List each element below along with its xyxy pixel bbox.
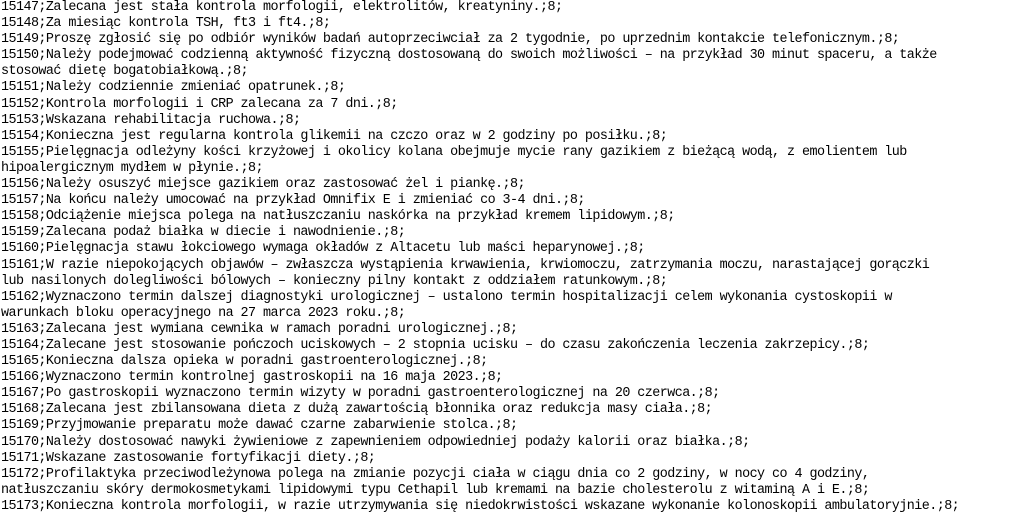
text-line: 15154;Konieczna jest regularna kontrola glikemii na czczo oraz w 2 godziny po posiłku.;8; bbox=[1, 128, 668, 144]
text-line: 15149;Proszę zgłosić się po odbiór wyników badań autoprzeciwciał za 2 tygodnie, po uprzednim kontakcie telefonicznym.;8; bbox=[1, 32, 900, 48]
text-line: 15152;Kontrola morfologii i CRP zalecana za 7 dni.;8; bbox=[1, 96, 398, 112]
text-line: 15164;Zalecane jest stosowanie pończoch uciskowych – 2 stopnia ucisku – do czasu zakończenia leczenia zakrzepicy.;8; bbox=[1, 337, 870, 353]
text-line: 15166;Wyznaczono termin kontrolnej gastroskopii na 16 maja 2023.;8; bbox=[1, 370, 503, 386]
text-line: 15158;Odciążenie miejsca polega na natłuszczaniu naskórka na przykład kremem lipidowym.;8; bbox=[1, 209, 675, 225]
text-line: 15157;Na końcu należy umocować na przykład Omnifix E i zmieniać co 3-4 dni.;8; bbox=[1, 193, 585, 209]
text-line: 15161;W razie niepokojących objawów – zwłaszcza wystąpienia krwawienia, krwiomoczu, zatrzymania moczu, narastającej gorączki bbox=[1, 257, 930, 273]
text-line: 15168;Zalecana jest zbilansowana dieta z dużą zawartością błonnika oraz redukcja masy ciała.;8; bbox=[1, 402, 713, 418]
text-line: 15170;Należy dostosować nawyki żywieniowe z zapewnieniem odpowiedniej podaży kalorii oraz białka.;8; bbox=[1, 434, 750, 450]
text-line: 15159;Zalecana podaż białka w diecie i nawodnienie.;8; bbox=[1, 225, 406, 241]
text-line: 15163;Zalecana jest wymiana cewnika w ramach poradni urologicznej.;8; bbox=[1, 321, 518, 337]
text-content-view[interactable] bbox=[1, 0, 1023, 513]
text-line: 15160;Pielęgnacja stawu łokciowego wymaga okładów z Altacetu lub maści heparynowej.;8; bbox=[1, 241, 645, 257]
text-line: 15155;Pielęgnacja odleżyny kości krzyżowej i okolicy kolana obejmuje mycie rany gazikiem z bieżącą wodą, z emolientem lub bbox=[1, 144, 907, 160]
text-line: 15167;Po gastroskopii wyznaczono termin wizyty w poradni gastroenterologicznej na 20 czerwca.;8; bbox=[1, 386, 720, 402]
text-line: stosować dietę bogatobiałkową.;8; bbox=[1, 64, 249, 80]
text-line: warunkach bloku operacyjnego na 27 marca 2023 roku.;8; bbox=[1, 305, 406, 321]
text-line: 15148;Za miesiąc kontrola TSH, ft3 i ft4.;8; bbox=[1, 16, 331, 32]
text-line: 15165;Konieczna dalsza opieka w poradni gastroenterologicznej.;8; bbox=[1, 354, 488, 370]
text-line: 15150;Należy podejmować codzienną aktywność fizyczną dostosowaną do swoich możliwości – na przykład 30 minut spaceru, a także bbox=[1, 48, 937, 64]
text-line: 15169;Przyjmowanie preparatu może dawać czarne zabarwienie stolca.;8; bbox=[1, 418, 518, 434]
text-line: 15162;Wyznaczono termin dalszej diagnostyki urologicznej – ustalono termin hospitalizacji celem wykonania cystoskopii w bbox=[1, 289, 892, 305]
text-line: hipoalergicznym mydłem w płynie.;8; bbox=[1, 160, 263, 176]
text-line: 15171;Wskazane zastosowanie fortyfikacji diety.;8; bbox=[1, 450, 376, 466]
text-line: 15173;Konieczna kontrola morfologii, w razie utrzymywania się niedokrwistości wskazane wykonanie kolonoskopii ambulatoryjnie.;8; bbox=[1, 498, 960, 513]
text-line: natłuszczaniu skóry dermokosmetykami lipidowymi typu Cethapil lub kremami na bazie cholesterolu z witaminą A i E.;8; bbox=[1, 482, 870, 498]
text-line: 15147;Zalecana jest stała kontrola morfologii, elektrolitów, kreatyniny.;8; bbox=[1, 0, 563, 15]
text-line: lub nasilonych dolegliwości bólowych – konieczny pilny kontakt z oddziałem ratunkowym.;8; bbox=[1, 273, 668, 289]
text-line: 15153;Wskazana rehabilitacja ruchowa.;8; bbox=[1, 112, 301, 128]
text-line: 15151;Należy codziennie zmieniać opatrunek.;8; bbox=[1, 80, 346, 96]
text-line: 15172;Profilaktyka przeciwodleżynowa polega na zmianie pozycji ciała w ciągu dnia co 2 godziny, w nocy co 4 godziny, bbox=[1, 466, 870, 482]
text-line: 15156;Należy osuszyć miejsce gazikiem oraz zastosować żel i piankę.;8; bbox=[1, 177, 525, 193]
